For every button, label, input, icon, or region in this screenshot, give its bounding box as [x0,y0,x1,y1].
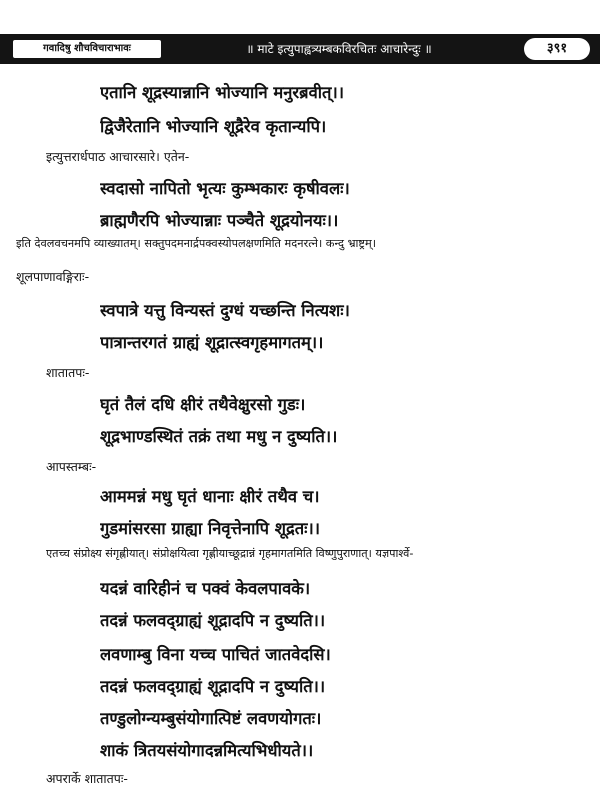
verse-line: गुडमांसरसा ग्राह्या निवृत्तेनापि शूद्रतः।। [100,519,320,538]
verse-line: यदन्नं वारिहीनं च पक्वं केवलपावके। [100,579,311,598]
prose-line: एतच्च संप्रोक्ष्य संगृह्णीयात्। संप्रोक्षयित्वा गृह्णीयाच्छूद्रान्नं गृहमागतमिति विष्णुपुराणात्। यज्ञपार्श्वे- [46,547,414,560]
header-book-title: ॥ माटे इत्युपाह्वत्र्यम्बकविरचितः आचारेन्दुः ॥ [246,42,432,56]
prose-line: आपस्तम्बः- [46,459,97,474]
verse-line: शूद्रभाण्डस्थितं तक्रं तथा मधु न दुष्यति।। [100,427,338,446]
running-header [0,34,600,64]
verse-line: द्विजैरेतानि भोज्यानि शूद्रैरेव कृतान्यपि। [100,117,327,136]
verse-line: स्वदासो नापितो भृत्यः कुम्भकारः कृषीवलः। [100,179,350,198]
verse-line: लवणाम्बु विना यच्च पाचितं जातवेदसि। [100,645,331,664]
verse-line: एतानि शूद्रस्यान्नानि भोज्यानि मनुरब्रवीत्।। [100,83,344,102]
prose-line: इति देवलवचनमपि व्याख्यातम्। सक्तुपदमनार्द्रपक्वस्योपलक्षणमिति मदनरत्ने। कन्दु भ्राष्ट्रम्। [16,237,377,250]
verse-line: ब्राह्मणैरपि भोज्यान्नाः पञ्चैते शूद्रयोनयः।। [100,211,339,230]
page-number: ३९१ [524,38,590,60]
verse-line: तण्डुलोग्न्यम्बुसंयोगात्पिष्टं लवणयोगतः। [100,709,322,728]
prose-line: अपरार्के शातातपः- [46,771,128,786]
verse-line: आममन्नं मधु घृतं धानाः क्षीरं तथैव च। [100,487,320,506]
verse-line: तदन्नं फलवद्ग्राह्यं शूद्रादपि न दुष्यति।। [100,611,326,630]
verse-line: घृतं तैलं दधि क्षीरं तथैवेक्षुरसो गुडः। [100,395,306,414]
verse-line: शाकं त्रितयसंयोगादन्नमित्यभिधीयते।। [100,741,314,760]
header-section-label: गवादिषु शौचविचाराभावः [13,40,161,58]
prose-line: शूलपाणावङ्गिराः- [16,269,90,284]
verse-line: तदन्नं फलवद्ग्राह्यं शूद्रादपि न दुष्यति।। [100,677,326,696]
prose-line: इत्युत्तरार्धपाठ आचारसारे। एतेन- [46,149,190,164]
verse-line: स्वपात्रे यत्तु विन्यस्तं दुग्धं यच्छन्ति नित्यशः। [100,301,350,320]
verse-line: पात्रान्तरगतं ग्राह्यं शूद्रात्स्वगृहमागतम्।। [100,333,324,352]
prose-line: शातातपः- [46,365,90,380]
